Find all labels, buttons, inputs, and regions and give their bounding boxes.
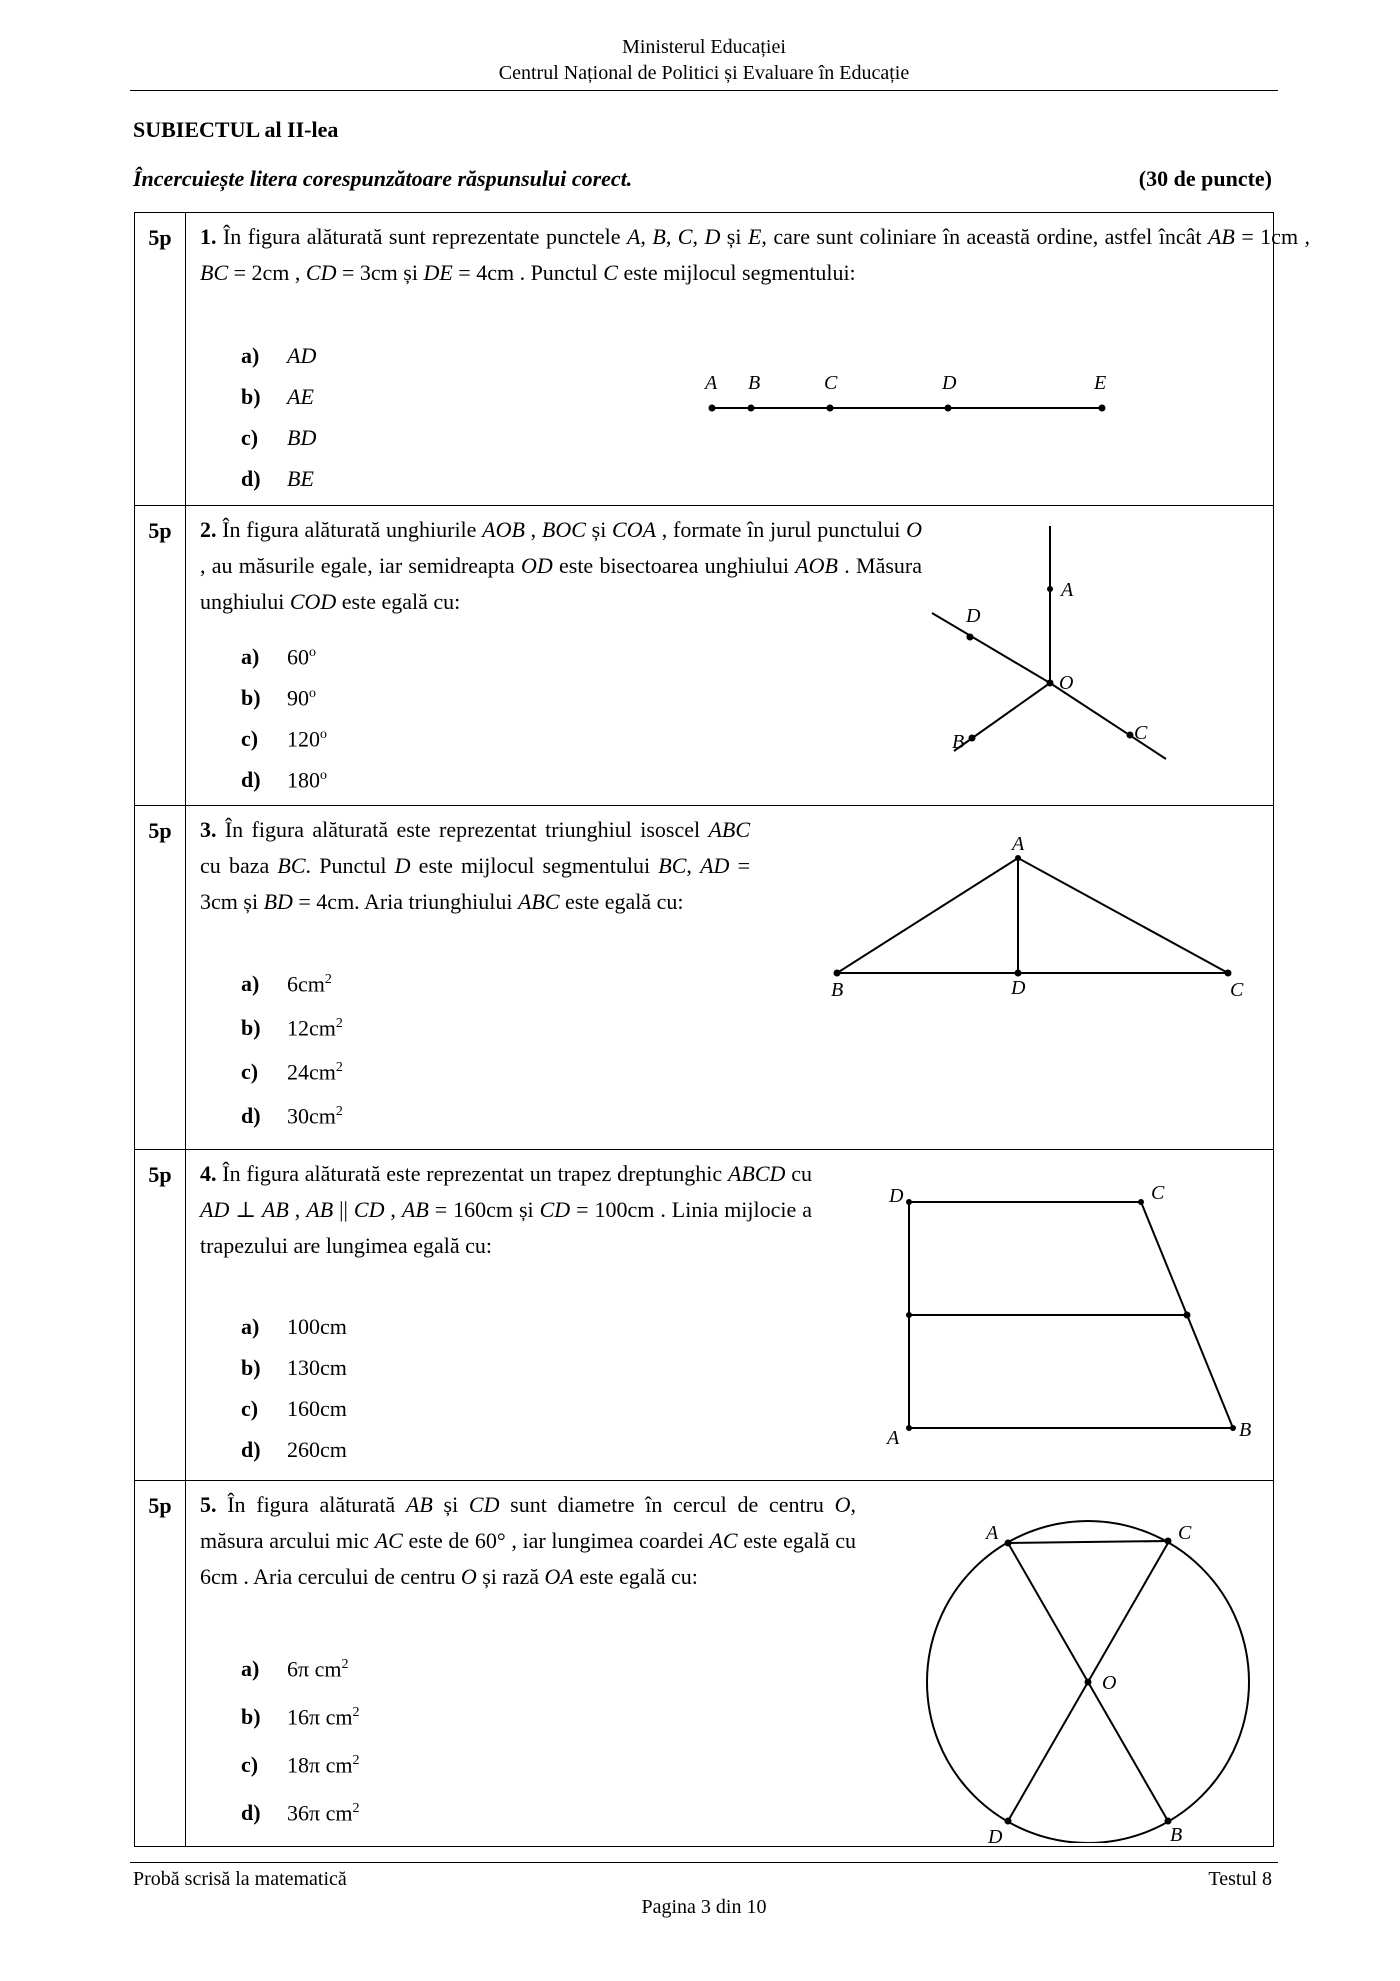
footer-left: Probă scrisă la matematică	[133, 1868, 347, 1890]
figure-trapezoid	[881, 1174, 1261, 1456]
label-c: C	[824, 372, 838, 394]
question-number: 1.	[200, 224, 217, 249]
label-b: B	[831, 979, 844, 1001]
points-total: (30 de puncte)	[1138, 166, 1272, 191]
question-points: 5p	[135, 506, 186, 806]
label-c: C	[1151, 1182, 1165, 1204]
question-points: 5p	[135, 213, 186, 506]
label-d: D	[966, 605, 981, 627]
header-ministry: Ministerul Educației	[622, 36, 786, 58]
question-body-4	[186, 1150, 1274, 1481]
option-b[interactable]: b) AE	[241, 384, 314, 409]
question-body-3	[186, 806, 1274, 1150]
question-text: 3. În figura alăturată este reprezentat triunghiul isoscel ABC cu baza BC. Punctul D este mijlocul segmentului BC, AD = 3cm și BD = 4cm. Aria triunghiului ABC este egală cu:	[200, 817, 750, 914]
options-list	[241, 1306, 347, 1470]
label-d: D	[889, 1185, 904, 1207]
option-c[interactable]: c) BD	[241, 425, 317, 450]
figure-angles	[926, 526, 1256, 804]
label-c: C	[1230, 979, 1244, 1001]
option-b[interactable]: b) $12cm^2$	[241, 1015, 343, 1041]
option-b[interactable]: b) 130cm	[241, 1355, 347, 1380]
questions-table	[134, 212, 1311, 1847]
question-points: 5p	[135, 1150, 186, 1481]
question-body-1	[186, 213, 1311, 506]
question-points: 5p	[135, 806, 186, 1150]
question-text: 1. În figura alăturată sunt reprezentate punctele A, B, C, D și E, care sunt coliniare în această ordine, astfel încât AB = 1cm , BC = 2cm , CD = 3cm și DE = 4cm . Punctul C este mijlocul segmentului:	[200, 224, 1311, 285]
question-row-3	[135, 806, 1274, 1150]
options-list	[241, 335, 316, 499]
option-d[interactable]: d) $30cm^2$	[241, 1103, 343, 1129]
label-a: A	[705, 372, 718, 394]
figure-circle	[926, 1501, 1266, 1843]
label-a: A	[1012, 836, 1025, 855]
option-c[interactable]: c) 120$^o$	[241, 726, 327, 752]
section-title: SUBIECTUL al II-lea	[133, 117, 339, 142]
question-text: 5. În figura alăturată AB și CD sunt diametre în cercul de centru O, măsura arcului mic AC este de 60° , iar lungimea coardei AC este egală cu 6cm . Aria cercului de centru O și rază OA este egală cu:	[200, 1492, 856, 1589]
label-b: B	[748, 372, 761, 394]
figure-triangle	[826, 836, 1266, 1006]
header-rule	[130, 90, 1278, 91]
question-row-1	[135, 213, 1274, 506]
label-b: B	[1170, 1824, 1183, 1843]
option-a[interactable]: a) 100cm	[241, 1314, 347, 1339]
option-b[interactable]: b) 16π $cm^2$	[241, 1704, 360, 1730]
label-b: B	[1239, 1419, 1252, 1441]
header-center: Centrul Național de Politici și Evaluare în Educație	[498, 62, 910, 84]
label-c: C	[1134, 722, 1148, 744]
label-o: O	[1102, 1672, 1117, 1694]
label-d: D	[988, 1826, 1003, 1843]
option-b[interactable]: b) 90$^o$	[241, 685, 316, 711]
label-e: E	[1094, 372, 1107, 394]
option-d[interactable]: d) 36π $cm^2$	[241, 1800, 360, 1826]
label-d: D	[1011, 977, 1026, 999]
option-c[interactable]: c) $24cm^2$	[241, 1059, 343, 1085]
question-row-4	[135, 1150, 1274, 1481]
label-a: A	[986, 1522, 999, 1544]
figure-collinear-points	[686, 363, 1246, 433]
question-number: 4.	[200, 1161, 217, 1186]
question-text: 4. În figura alăturată este reprezentat un trapez dreptunghic ABCD cu AD ⊥ AB , AB || CD , AB = 160cm și CD = 100cm . Linia mijlocie a trapezului are lungimea egală cu:	[200, 1161, 813, 1258]
option-a[interactable]: a) 6π $cm^2$	[241, 1656, 349, 1682]
option-c[interactable]: c) 160cm	[241, 1396, 347, 1421]
option-d[interactable]: d) 180$^o$	[241, 767, 327, 793]
question-row-2	[135, 506, 1274, 806]
options-list	[241, 958, 343, 1134]
option-a[interactable]: a) 60$^o$	[241, 644, 316, 670]
label-a: A	[887, 1427, 900, 1449]
question-row-5	[135, 1481, 1274, 1847]
question-number: 3.	[200, 817, 217, 842]
option-c[interactable]: c) 18π $cm^2$	[241, 1752, 360, 1778]
question-number: 5.	[200, 1492, 217, 1517]
instruction: Încercuiește litera corespunzătoare răspunsului corect.	[133, 166, 633, 191]
footer-right: Testul 8	[1208, 1868, 1272, 1890]
question-body-2	[186, 506, 1274, 806]
option-d[interactable]: d) 260cm	[241, 1437, 347, 1462]
option-a[interactable]: a) AD	[241, 343, 317, 368]
options-list	[241, 1641, 359, 1833]
label-b: B	[952, 731, 965, 753]
question-number: 2.	[200, 517, 217, 542]
option-a[interactable]: a) $6cm^2$	[241, 971, 332, 997]
footer-rule	[130, 1862, 1278, 1863]
options-list	[241, 632, 327, 796]
label-c: C	[1178, 1522, 1192, 1544]
question-body-5	[186, 1481, 1274, 1847]
label-a: A	[1061, 579, 1074, 601]
label-o: O	[1059, 672, 1074, 694]
question-points: 5p	[135, 1481, 186, 1847]
option-d[interactable]: d) BE	[241, 466, 314, 491]
footer-page: Pagina 3 din 10	[641, 1896, 767, 1918]
label-d: D	[942, 372, 957, 394]
question-text: 2. În figura alăturată unghiurile AOB , BOC și COA , formate în jurul punctului O , au măsurile egale, iar semidreapta OD este bisectoarea unghiului AOB . Măsura unghiului COD este egală cu:	[200, 517, 922, 614]
